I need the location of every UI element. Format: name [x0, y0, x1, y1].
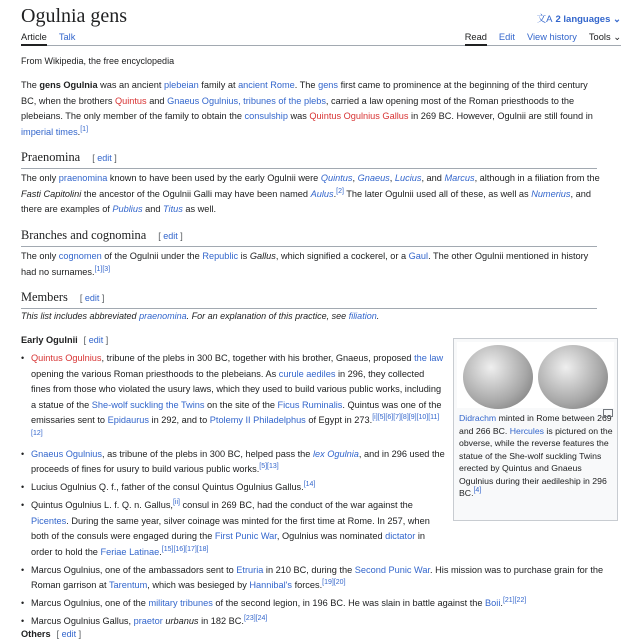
section-heading-branches: Branches and cognomina [ edit ]	[21, 228, 597, 247]
section-heading-praenomina: Praenomina [ edit ]	[21, 150, 597, 169]
edit-link[interactable]: edit	[61, 629, 77, 639]
translate-icon: 文A	[536, 14, 553, 25]
coin-obverse	[463, 345, 533, 409]
figure-caption: Didrachm minted in Rome between 269 and 266 BC. Hercules is pictured on the obverse, while the reverse features the statue of the She-wolf suckling Twins erected by Quintus and Gnaeus Ogulnius during their aedileship in 296 BC.[4]	[459, 413, 613, 498]
tab-read[interactable]: Read	[465, 32, 487, 46]
praenomina-paragraph: The only praenomina known to have been used by the early Ogulnii were Quintus, Gnaeus, Lucius, and Marcus, although in a filiation from the Fasti Capitolini the ancestor of the Ogulnii Galli may have been named Aulus.[2] The later Ogulnii used all of these, as well as Numerius, and there are examples of Publius and Titus as well.	[21, 173, 600, 214]
edit-link[interactable]: edit	[163, 231, 178, 241]
tab-talk[interactable]: Talk	[58, 32, 76, 42]
list-item: • Marcus Ogulnius Gallus, praetor urbanus in 182 BC.[23][24]	[21, 614, 616, 630]
list-item: • Quintus Ogulnius L. f. Q. n. Gallus,[ii] consul in 269 BC, had the conduct of the war against the Picentes. During the same year, silver coinage was minted for the first time at Rome. In 257, when both of the consuls were engaged during the First Punic War, Ogulnius was nominated dictator in order to hold the Feriae Latinae.[15][16][17][18]	[21, 498, 446, 560]
list-item: • Marcus Ogulnius, one of the ambassadors sent to Etruria in 210 BC, during the Second Punic War. His mission was to purchase grain for the Roman garrison at Tarentum, which was besieged by Hannibal's forces.[19][20]	[21, 563, 616, 594]
section-heading-members: Members [ edit ]	[21, 290, 597, 309]
list-item: • Lucius Ogulnius Q. f., father of the consul Quintus Ogulnius Gallus.[14]	[21, 480, 446, 496]
tools-menu[interactable]: Tools ⌄	[588, 32, 621, 42]
language-selector[interactable]: 文A 2 languages ⌄	[536, 14, 621, 25]
intro-paragraph: The gens Ogulnia was an ancient plebeian family at ancient Rome. The gens first came to prominence at the beginning of the third century BC, when the brothers Quintus and Gnaeus Ogulnius, tribunes of the plebs, carried a law opening most of the Roman priesthoods to the plebeians. The only member of the family to obtain the consulship was Quintus Ogulnius Gallus in 269 BC. However, Ogulnii are still found in imperial times.[1]	[21, 80, 593, 137]
enlarge-icon[interactable]	[603, 409, 613, 417]
edit-link[interactable]: edit	[97, 153, 112, 163]
tab-view-history[interactable]: View history	[526, 32, 577, 42]
branches-paragraph: The only cognomen of the Ogulnii under the Republic is Gallus, which signified a cockerel, or a Gaul. The other Ogulnii mentioned in history had no surnames.[1][3]	[21, 251, 589, 277]
page-tabs	[21, 32, 621, 46]
page-title: Ogulnia gens	[21, 5, 128, 27]
coin-reverse	[538, 345, 608, 409]
tab-article[interactable]: Article	[21, 32, 47, 46]
edit-link[interactable]: edit	[88, 335, 104, 345]
list-item: • Marcus Ogulnius, one of the military tribunes of the second legion, in 196 BC. He was slain in battle against the Boii.[21][22]	[21, 596, 616, 612]
coin-figure	[453, 338, 618, 521]
list-item: • Quintus Ogulnius, tribune of the plebs in 300 BC, together with his brother, Gnaeus, proposed the law opening the various Roman priesthoods to the plebeians. As curule aediles in 296, they collected fines from those who violated the usury laws, which they used to build various public works, including a statue of the She-wolf suckling the Twins on the site of the Ficus Ruminalis. Quintus was one of the emissaries sent to Epidaurus in 292, and to Ptolemy II Philadelphus of Egypt in 273.[i][5][6][7][8][9][10][11][12]	[21, 351, 446, 444]
tab-edit[interactable]: Edit	[498, 32, 515, 42]
subsection-heading-others: Others [ edit ]	[21, 629, 82, 639]
chevron-down-icon: ⌄	[613, 32, 621, 42]
chevron-down-icon: ⌄	[613, 14, 621, 25]
tagline: From Wikipedia, the free encyclopedia	[21, 56, 175, 66]
coin-image[interactable]	[457, 342, 614, 408]
hatnote: This list includes abbreviated praenomina. For an explanation of this practice, see filiation.	[21, 311, 380, 321]
list-item: • Gnaeus Ogulnius, as tribune of the plebs in 300 BC, helped pass the lex Ogulnia, and in 296 used the proceeds of fines for usury to build various public works.[5][13]	[21, 447, 446, 478]
subsection-heading-early: Early Ogulnii [ edit ]	[21, 335, 109, 345]
edit-link[interactable]: edit	[84, 293, 100, 303]
